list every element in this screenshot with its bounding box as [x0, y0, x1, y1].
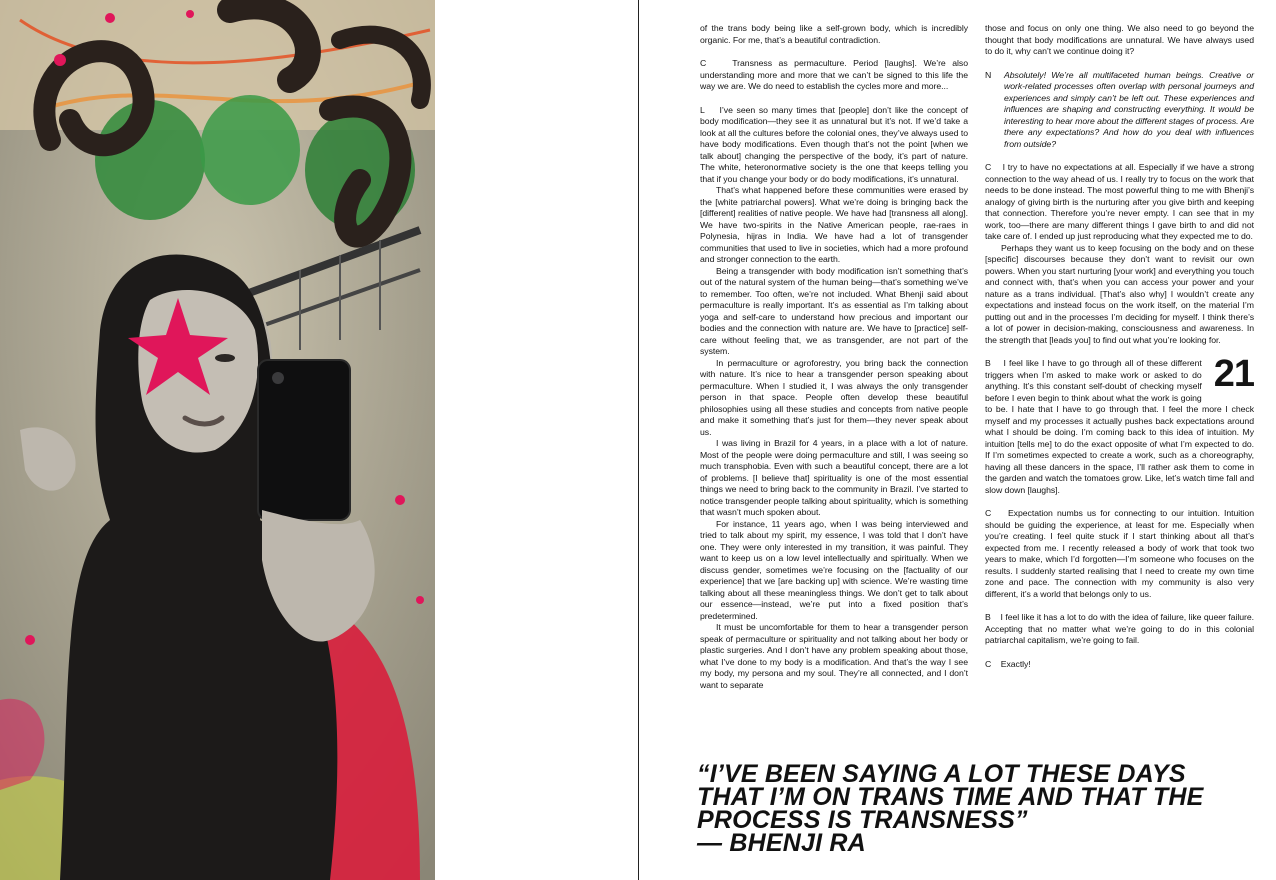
- text-column-left: [700, 23, 968, 691]
- interviewer-question: N Absolutely! We’re all multifaceted human beings. Creative or work-related processes often overlap with personal journeys and experiences and simply can’t be left out. These experiences and influences are shaping and constructing everything. It would be interesting to hear more about the different stages of process. Are there any expectations? And how do you deal with influences from outside?: [985, 69, 1254, 149]
- paragraph: L I’ve seen so many times that [people] don’t like the concept of body modification—they see it as unnatural but it’s not. If we’d take a look at all the cultures before the colonial ones, they’ve always used to have body modifications. Even though that’s not the point [when we talk about] changing the perspective of the body, it’s part of nature. The white, heteronormative society is the one that keeps telling you that if you change your body or do body modifications, it’s unnatural.: [700, 104, 968, 184]
- paragraph: C Transness as permaculture. Period [laughs]. We’re also understanding more and more that we can’t be signed to this life the way we are. We do need to establish the cycles more and more...: [700, 58, 968, 91]
- paragraph: That’s what happened before these communities were erased by the [white patriarchal powers]. What we’re doing is bringing back the [different] realities of native people. We have had [transness all along]. We have two-spirits in the Native American people, rae-raes in Polynesia, hijras in India. We have had a lot of transgender communities that used to live in societies, which had a more profound and stronger connection to the earth.: [700, 185, 968, 264]
- text-column-right: [985, 23, 1254, 670]
- paragraph: C Expectation numbs us for connecting to our intuition. Intuition should be guiding the experience, at least for me. Especially when you’re creating. I feel quite stuck if I start thinking about all that’s expected from me. I recently released a body of work that took two years to make, which I’d forgotten—I’m someone who focuses on the results. I suddenly started realising that I need to create my own time zone and pace. The connection with my community is also very different, it’s a world that belongs only to us.: [985, 508, 1254, 599]
- photo-collage: [0, 0, 435, 880]
- paragraph: B I feel like it has a lot to do with the idea of failure, like queer failure. Accepting that no matter what we’re going to do in this colonial patriarchal capitalism, we’re going to fail.: [985, 612, 1254, 645]
- pull-quote: [697, 760, 1257, 857]
- pull-quote-text: “I’VE BEEN SAYING A LOT THESE DAYS THAT I’M ON TRANS TIME AND THAT THE PROCESS IS TRANSNESS”: [697, 760, 1204, 834]
- paragraph: C I try to have no expectations at all. Especially if we have a strong connection to the way ahead of us. I really try to focus on the work that needs to be done instead. The most powerful thing to me with Bhenji’s analogy of giving birth is the nurturing after you give birth and keeping that connection. Therefore you’re never empty. I can see that in my work, too—there are many different things I gave birth to and did not take care of. I ended up just reproducing what they expected me to do.: [985, 162, 1254, 241]
- portrait-collage-image: [0, 0, 435, 880]
- paragraph: those and focus on only one thing. We also need to go beyond the thought that body modifications are unnatural. We have always used to do it, why can’t we continue doing it?: [985, 23, 1254, 56]
- paragraph: It must be uncomfortable for them to hear a transgender person speak of permaculture or spirituality and not talking about her body or plastic surgeries. And I don’t have any problem speaking about those, what I’ve done to my body is a modification. And that’s the way I see my body, my persona and my soul. They’re all connected, and I don’t want to separate: [700, 622, 968, 690]
- paragraph: For instance, 11 years ago, when I was being interviewed and tried to talk about my spirit, my essence, I was told that I don’t have one. They were only interested in my transition, it was painful. They want to keep us on a low level intellectually and spiritually. When we discuss gender, sometimes we’re focusing on the [factuality of our experience] that we [are backing up] with science. We’re wasting time talking about all these meaningless things. We don’t get to talk about our essence—instead, we’re put into a fixed position that’s predetermined.: [700, 518, 968, 621]
- pull-quote-attribution: — BHENJI RA: [697, 829, 866, 857]
- paragraph: I was living in Brazil for 4 years, in a place with a lot of nature. Most of the people were doing permaculture and still, I was seeing so much transphobia. Even with such a beautiful concept, there are a lot of problems. [I believe that] spirituality is one of the most essential things we need to bring back to the community in Brazil. I’ve started to notice transgender people talking about spirituality, which is something that wasn’t much spoken about.: [700, 438, 968, 517]
- page-gutter-line: [638, 0, 639, 880]
- page-number: 21: [1213, 353, 1254, 395]
- paragraph: Being a transgender with body modification isn’t something that’s out of the natural system of the human being—that’s something we’ve to remember. Too often, we’re not included. What Bhenji said about permaculture is really important. It’s as essential as I’m talking about yoga and self-care to understand how precious and important our bodies and the connection with nature are. We have to [practice] self-care without feeling that, we as transgender, are not part of the system.: [700, 265, 968, 356]
- paragraph: In permaculture or agroforestry, you bring back the connection with nature. It’s nice to hear a transgender person speaking about permaculture. When I studied it, I was always the only transgender person in that space. People often develop these beautiful philosophies using all these studies and concepts from native people and make it something that’s just for them—they never speak about us.: [700, 357, 968, 437]
- paragraph: Perhaps they want us to keep focusing on the body and on these [specific] discourses because they don’t want to revisit our own powers. When you start nurturing [your work] and everything you touch and connect with, that’s when you can access your power and your nature as a trans individual. [That’s also why] I wouldn’t create any expectations and instead focus on the work itself, on the material I’m putting out and in the processes I’m deciding for myself. I think there’s a lot of power in decision-making, consciousness and awareness. In the strength that [leads you] to find out what you’re looking for.: [985, 242, 1254, 345]
- paragraph: 21 B I feel like I have to go through all of these different triggers when I’m asked to make work or asked to do anything. It’s this constant self-doubt of checking myself before I even begin to think about what the work is going to be. I hate that I have to go through that. I feel the more I check myself and my processes it actually pushes back expectations around what I should be doing. I’m coming back to this idea of intuition. My intuition [tells me] to do the exact opposite of what I’m expected to do. If I’m sometimes expected to create a work, such as a choreography, having all these dancers in the space, I’ll rather ask them to come in the garden and watch the tomatoes grow. Like, let’s watch time fall and slow down [laughs].: [985, 353, 1254, 495]
- paragraph: of the trans body being like a self-grown body, which is incredibly organic. For me, that’s a beautiful contradiction.: [700, 23, 968, 45]
- paragraph: C Exactly!: [985, 658, 1031, 669]
- blank-margin: [435, 0, 638, 880]
